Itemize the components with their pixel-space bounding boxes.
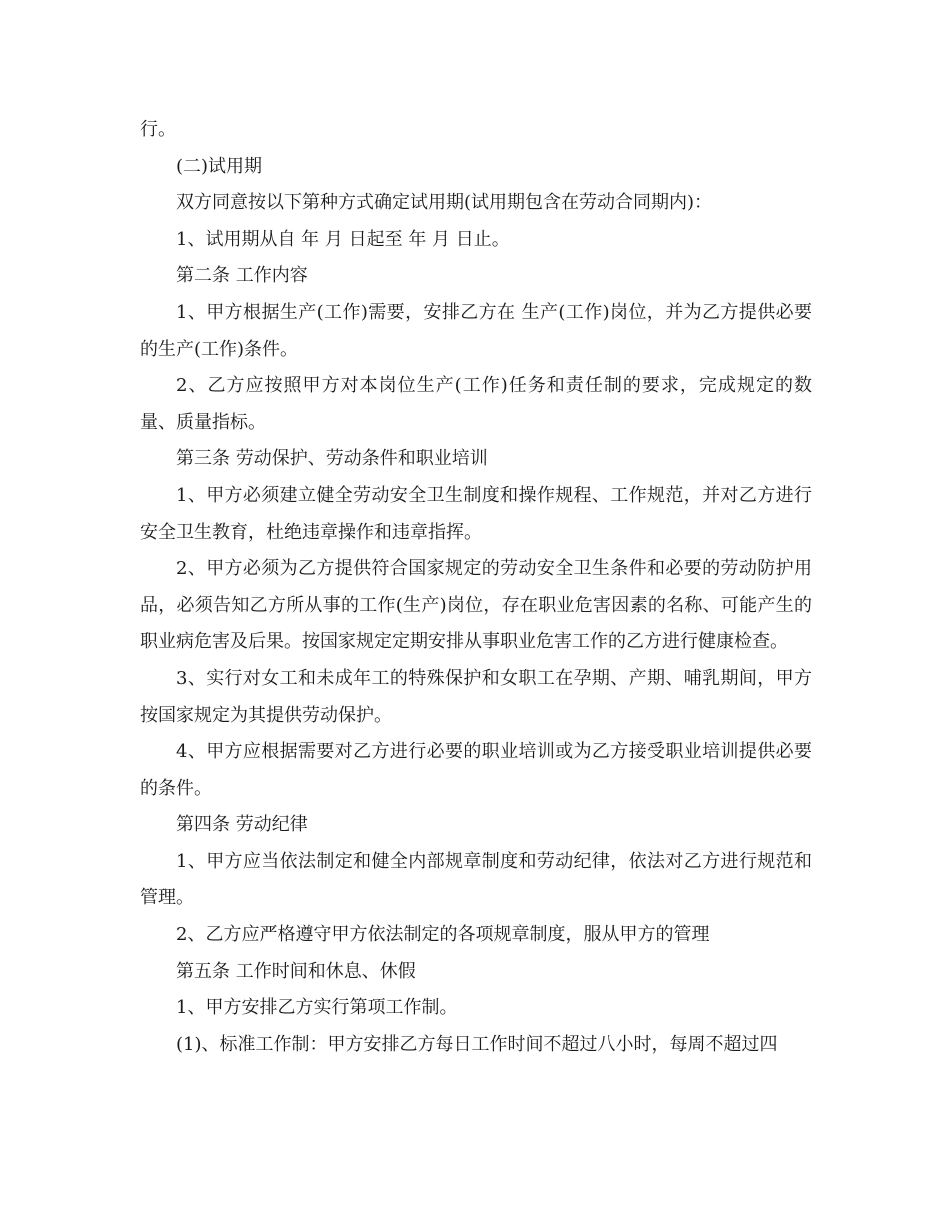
list-item: 4、甲方应根据需要对乙方进行必要的职业培训或为乙方接受职业培训提供必要的条件。 [140,741,812,799]
article-heading: 第三条 劳动保护、劳动条件和职业培训 [176,448,488,470]
paragraph: 双方同意按以下第种方式确定试用期(试用期包含在劳动合同期内)： [176,192,713,214]
list-item: (1)、标准工作制：甲方安排乙方每日工作时间不超过八小时，每周不超过四 [176,1033,778,1055]
list-item: 2、乙方应按照甲方对本岗位生产(工作)任务和责任制的要求，完成规定的数量、质量指标。 [140,375,812,433]
list-item: 1、甲方根据生产(工作)需要，安排乙方在 生产(工作)岗位，并为乙方提供必要的生产(工作)条件。 [140,301,812,360]
paragraph: 行。 [140,119,176,140]
document-body [140,112,812,1063]
list-item: 1、试用期从自 年 月 日起至 年 月 日止。 [176,228,510,250]
section-heading: (二)试用期 [176,155,263,177]
list-item: 1、甲方安排乙方实行第项工作制。 [176,997,458,1019]
article-heading: 第二条 工作内容 [176,265,308,287]
article-heading: 第四条 劳动纪律 [176,814,308,836]
list-item: 2、甲方必须为乙方提供符合国家规定的劳动安全卫生条件和必要的劳动防护用品，必须告知乙方所从事的工作(生产)岗位，存在职业危害因素的名称、可能产生的职业病危害及后果。按国家规定定期安排从事职业危害工作的乙方进行健康检查。 [140,558,812,653]
list-item: 2、乙方应严格遵守甲方依法制定的各项规章制度，服从甲方的管理 [176,924,710,946]
article-heading: 第五条 工作时间和休息、休假 [176,960,416,982]
list-item: 1、甲方应当依法制定和健全内部规章制度和劳动纪律，依法对乙方进行规范和管理。 [140,850,812,909]
list-item: 1、甲方必须建立健全劳动安全卫生制度和操作规程、工作规范，并对乙方进行安全卫生教育，杜绝违章操作和违章指挥。 [140,484,812,543]
list-item: 3、实行对女工和未成年工的特殊保护和女职工在孕期、产期、哺乳期间，甲方按国家规定为其提供劳动保护。 [140,667,812,726]
